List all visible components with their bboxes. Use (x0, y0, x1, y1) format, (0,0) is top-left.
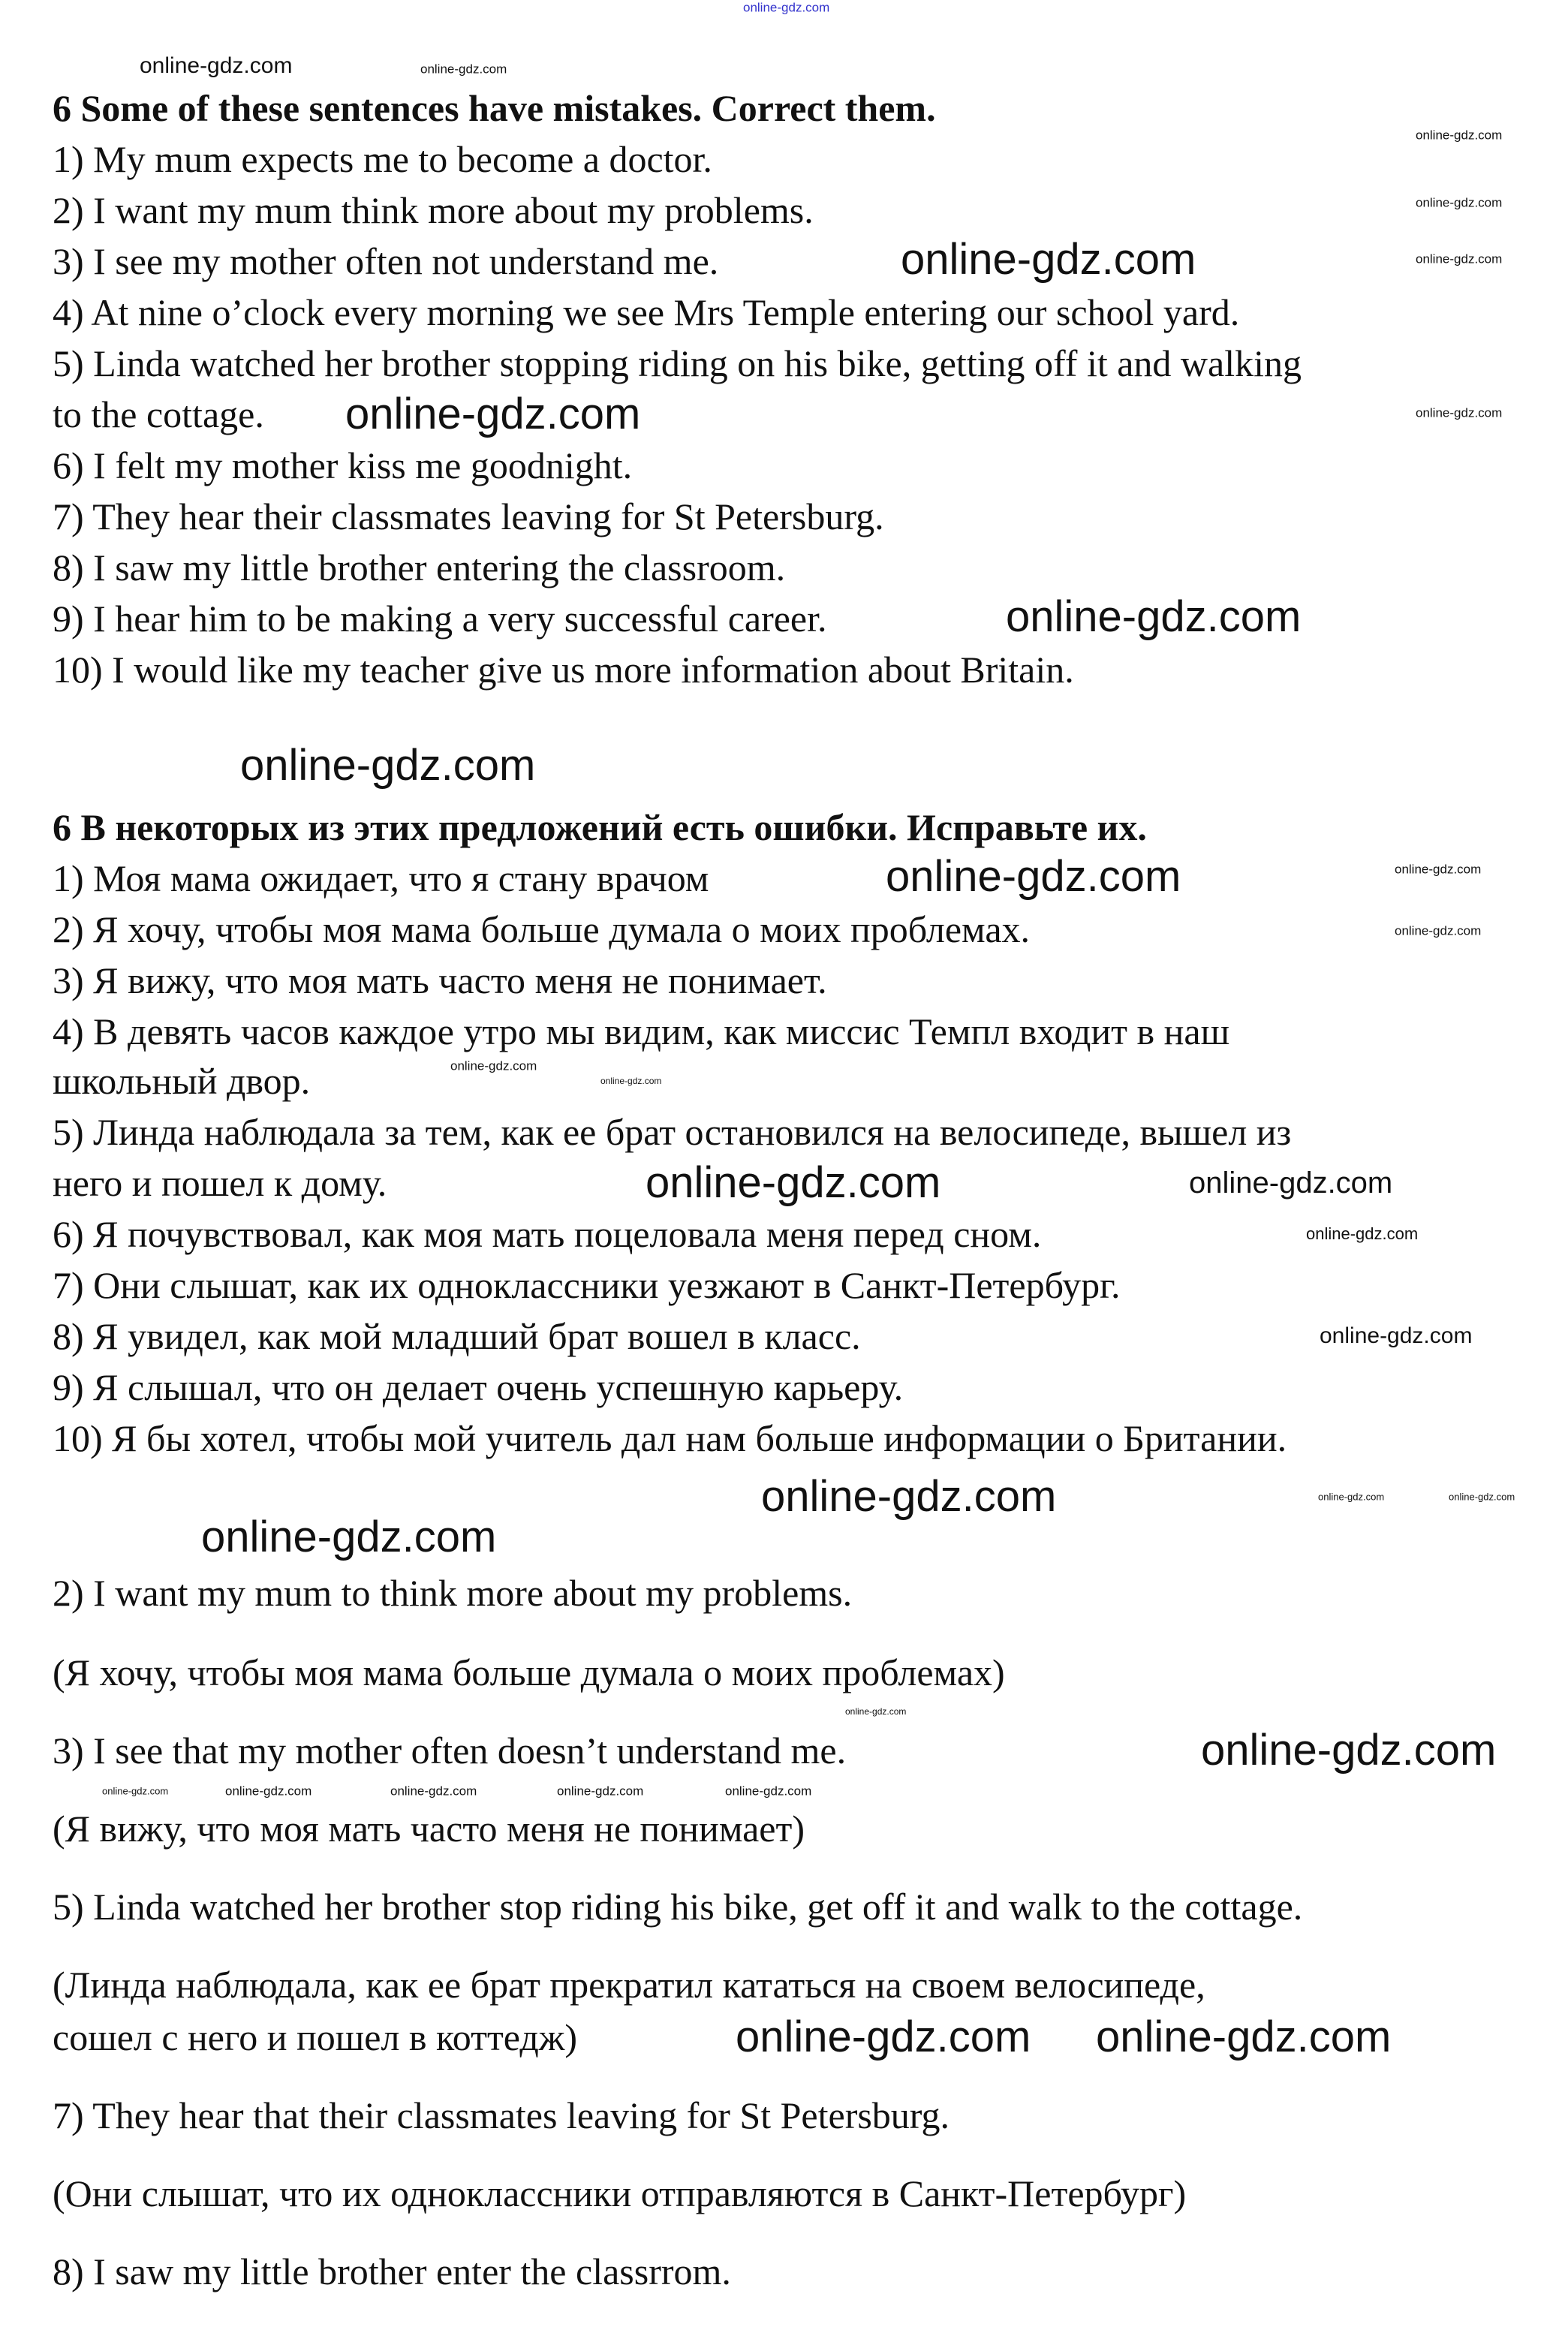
sentence-ru: 1) Моя мама ожидает, что я стану врачом (53, 857, 709, 899)
sentence-en: 5) Linda watched her brother stopping riding on his bike, getting off it and walking (53, 342, 1302, 384)
watermark: online-gdz.com (345, 390, 641, 438)
answer-translation: (Они слышат, что их одноклассники отправляются в Санкт-Петербург) (53, 2172, 1187, 2214)
sentence-en: 1) My mum expects me to become a doctor. (53, 138, 712, 180)
watermark: online-gdz.com (886, 852, 1181, 901)
sentence-en: to the cottage. (53, 393, 264, 435)
sentence-en: 3) I see my mother often not understand me. (53, 240, 719, 282)
watermark: online-gdz.com (1006, 592, 1302, 641)
watermark: online-gdz.com (450, 1058, 537, 1073)
sentence-en: 6) I felt my mother kiss me goodnight. (53, 444, 633, 486)
exercise-heading-ru: 6 В некоторых из этих предложений есть ошибки. Исправьте их. (53, 806, 1147, 848)
watermark-logo: online-gdz.com (743, 0, 830, 15)
sentence-ru: 7) Они слышат, как их одноклассники уезжают в Санкт-Петербург. (53, 1264, 1121, 1306)
watermark: online-gdz.com (1416, 405, 1503, 420)
sentence-en: 4) At nine o’clock every morning we see Mrs Temple entering our school yard. (53, 291, 1240, 333)
answer-translation: (Я вижу, что моя мать часто меня не понимает) (53, 1808, 805, 1850)
answer-line: 5) Linda watched her brother stop riding his bike, get off it and walk to the cottage. (53, 1886, 1303, 1928)
watermark: online-gdz.com (1395, 862, 1482, 877)
sentence-ru: 4) В девять часов каждое утро мы видим, как миссис Темпл входит в наш (53, 1010, 1230, 1052)
sentence-en: 10) I would like my teacher give us more information about Britain. (53, 649, 1074, 691)
watermark: online-gdz.com (1416, 195, 1503, 210)
sentence-ru: него и пошел к дому. (53, 1162, 387, 1204)
watermark: online-gdz.com (102, 1785, 169, 1797)
watermark: online-gdz.com (1320, 1323, 1473, 1348)
watermark: online-gdz.com (725, 1784, 812, 1799)
sentence-ru: 6) Я почувствовал, как моя мать поцеловала меня перед сном. (53, 1213, 1042, 1255)
watermark: online-gdz.com (761, 1472, 1057, 1521)
watermark: online-gdz.com (140, 53, 293, 78)
exercise-heading-en: 6 Some of these sentences have mistakes. Correct them. (53, 87, 936, 129)
watermark: online-gdz.com (1189, 1167, 1393, 1200)
watermark: online-gdz.com (225, 1784, 312, 1799)
watermark: online-gdz.com (1416, 251, 1503, 266)
watermark: online-gdz.com (1416, 128, 1503, 143)
watermark: online-gdz.com (736, 2012, 1031, 2061)
answer-line: 7) They hear that their classmates leaving for St Petersburg. (53, 2094, 950, 2136)
sentence-en: 7) They hear their classmates leaving for St Petersburg. (53, 495, 884, 537)
answer-line: 3) I see that my mother often doesn’t understand me. (53, 1729, 847, 1772)
sentence-ru: 10) Я бы хотел, чтобы мой учитель дал нам больше информации о Британии. (53, 1417, 1287, 1459)
sentence-ru: 3) Я вижу, что моя мать часто меня не понимает. (53, 959, 827, 1001)
sentence-ru: 2) Я хочу, чтобы моя мама больше думала о моих проблемах. (53, 908, 1031, 950)
sentence-ru: школьный двор. (53, 1060, 311, 1102)
sentence-ru: 5) Линда наблюдала за тем, как ее брат остановился на велосипеде, вышел из (53, 1111, 1292, 1153)
watermark: online-gdz.com (646, 1158, 941, 1207)
watermark: online-gdz.com (845, 1706, 907, 1717)
sentence-en: 9) I hear him to be making a very successful career. (53, 598, 827, 640)
answer-translation: (Я хочу, чтобы моя мама больше думала о моих проблемах) (53, 1651, 1005, 1693)
watermark: online-gdz.com (901, 235, 1196, 284)
answer-line: 2) I want my mum to think more about my problems. (53, 1572, 853, 1614)
watermark: online-gdz.com (1449, 1491, 1515, 1503)
watermark: online-gdz.com (1096, 2012, 1392, 2061)
watermark: online-gdz.com (1306, 1224, 1419, 1243)
watermark: online-gdz.com (240, 741, 536, 790)
watermark: online-gdz.com (1201, 1726, 1497, 1775)
sentence-en: 2) I want my mum think more about my problems. (53, 189, 814, 231)
answer-line: 8) I saw my little brother enter the classrrom. (53, 2250, 731, 2292)
watermark: online-gdz.com (557, 1784, 644, 1799)
answer-translation: сошел с него и пошел в коттедж) (53, 2016, 577, 2058)
answer-translation: (Линда наблюдала, как ее брат прекратил кататься на своем велосипеде, (53, 1964, 1205, 2006)
watermark: online-gdz.com (1318, 1491, 1385, 1503)
watermark: online-gdz.com (1395, 923, 1482, 938)
sentence-en: 8) I saw my little brother entering the classroom. (53, 546, 786, 589)
watermark: online-gdz.com (420, 62, 507, 77)
sentence-ru: 9) Я слышал, что он делает очень успешную карьеру. (53, 1366, 904, 1408)
watermark: online-gdz.com (600, 1076, 662, 1086)
watermark: online-gdz.com (201, 1513, 497, 1561)
watermark: online-gdz.com (390, 1784, 477, 1799)
sentence-ru: 8) Я увидел, как мой младший брат вошел в класс. (53, 1315, 861, 1357)
